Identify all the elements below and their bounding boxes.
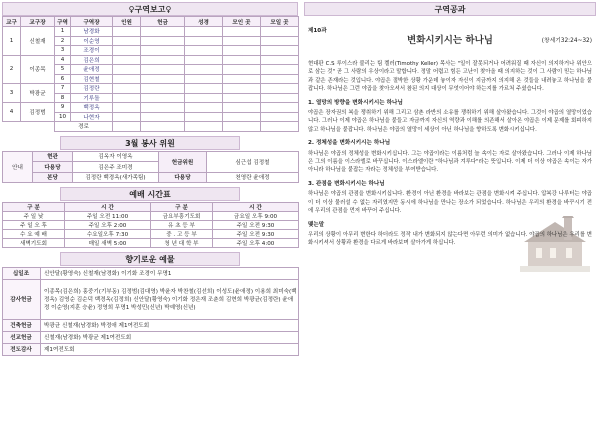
service-names: 김정란 백경옥(새가족팀) bbox=[73, 172, 159, 183]
offering-names: 제1여전도회 bbox=[41, 344, 299, 356]
offering-title: 향기로운 예물 bbox=[60, 252, 240, 266]
sermon-intro: 현대판 C.S 루이스라 불리는 팀 켈러(Timothy Keller) 목사는 "일이 잘못되거나 어려워질 때 자신이 의지하거나 위안으로 삼는 것" 곧 그 사람의 우상이라고 말합니다. 정말 어렵고 힘든 고난이 찾아올 때 의지하는 것이 그 사람이 믿는 하나님과 같은 존재라는 것입니다. 야곱은 절박한 상황 가운데 놓이자 자신이 지금까지 의지해 온 것들을 내려놓고 하나님을 붙잡니다. 하나님은 그런 야곱을 찾아오셔서 참된 의지 대상이 무엇이어야 하는지를 가르쳐 주셨습니다. bbox=[308, 61, 592, 93]
cell-bible[interactable] bbox=[185, 27, 223, 37]
offering-names: 신철재(남경화) 박광균 제1여전도회 bbox=[41, 332, 299, 344]
table-row bbox=[3, 172, 299, 183]
cell-bible[interactable] bbox=[185, 46, 223, 56]
cell-bible[interactable] bbox=[185, 55, 223, 65]
cell-met[interactable] bbox=[223, 122, 261, 132]
table-row bbox=[3, 332, 299, 344]
sermon-point-heading: 3. 관점을 변화시키시는 하나님 bbox=[308, 180, 385, 187]
cell-offering[interactable] bbox=[141, 112, 185, 122]
area-no: 4 bbox=[55, 55, 71, 65]
table-row bbox=[3, 221, 299, 230]
worship-time: 매일 새벽 5:00 bbox=[65, 239, 151, 248]
cell-count[interactable] bbox=[113, 65, 141, 75]
area-leader: 남경화 bbox=[71, 27, 113, 37]
cell-count[interactable] bbox=[113, 84, 141, 94]
table-row bbox=[3, 268, 299, 280]
sermon-heading: 변화시키시는 하나님 bbox=[407, 35, 493, 46]
area-no: 1 bbox=[55, 27, 71, 37]
right-column bbox=[304, 2, 596, 422]
worship-time: 금요일 오후 9:00 bbox=[213, 212, 299, 221]
service-role: 헌금위원 bbox=[159, 151, 207, 172]
col-header: 모인 곳 bbox=[223, 17, 261, 27]
cell-offering[interactable] bbox=[141, 65, 185, 75]
area-no: 5 bbox=[55, 65, 71, 75]
cell-bible[interactable] bbox=[185, 36, 223, 46]
table-row bbox=[3, 280, 299, 320]
cell-meet[interactable] bbox=[261, 27, 299, 37]
cell-met[interactable] bbox=[223, 46, 261, 56]
table-row bbox=[3, 55, 299, 65]
scripture-reference: (창세기32:24~32) bbox=[541, 38, 592, 44]
worship-name: 주 일 오 후 bbox=[3, 221, 65, 230]
table-row bbox=[3, 27, 299, 37]
table-row bbox=[3, 344, 299, 356]
cell-count[interactable] bbox=[113, 55, 141, 65]
service-label: 안내 bbox=[3, 151, 33, 183]
service-title: 3월 봉사 위원 bbox=[60, 136, 240, 150]
worship-time: 주일 오전 11:00 bbox=[65, 212, 151, 221]
col-header: 성경 bbox=[185, 17, 223, 27]
area-leader: 조경이 bbox=[71, 46, 113, 56]
service-names: 김은주 조미경 bbox=[73, 162, 159, 173]
cell-bible[interactable] bbox=[185, 93, 223, 103]
parish-leader: 신철재 bbox=[21, 27, 55, 56]
lesson-number: 제10과 bbox=[308, 28, 327, 34]
service-place: 본당 bbox=[33, 172, 73, 183]
cell-met[interactable] bbox=[223, 84, 261, 94]
table-row bbox=[3, 212, 299, 221]
cell-meet[interactable] bbox=[261, 65, 299, 75]
table-row bbox=[3, 103, 299, 113]
area-no: 2 bbox=[55, 36, 71, 46]
sermon-point-heading: 1. 열망의 방향을 변화시키시는 하나님 bbox=[308, 99, 403, 106]
table-row bbox=[3, 151, 299, 162]
worship-table bbox=[2, 202, 299, 248]
cell-bible[interactable] bbox=[185, 122, 223, 132]
parish-leader: 박광균 bbox=[21, 84, 55, 103]
parish-report-table bbox=[2, 16, 299, 132]
parish-no: 4 bbox=[3, 103, 21, 122]
table-row bbox=[3, 320, 299, 332]
footer-label: 경로 bbox=[55, 122, 113, 132]
cell-met[interactable] bbox=[223, 55, 261, 65]
area-no: 8 bbox=[55, 93, 71, 103]
worship-time: 주일 오후 2:00 bbox=[65, 221, 151, 230]
worship-name: 유 초 등 부 bbox=[151, 221, 213, 230]
cell-bible[interactable] bbox=[185, 84, 223, 94]
cell-meet[interactable] bbox=[261, 112, 299, 122]
offering-names: 박광균 신철재(남경화) 박정애 제1여전도회 bbox=[41, 320, 299, 332]
service-names: 심근섭 김정철 bbox=[207, 151, 299, 172]
cell-met[interactable] bbox=[223, 36, 261, 46]
parish-leader: 김정범 bbox=[21, 103, 55, 122]
offering-type: 감사헌금 bbox=[3, 280, 41, 320]
table-row bbox=[3, 230, 299, 239]
sermon-body bbox=[308, 60, 592, 251]
area-no: 10 bbox=[55, 112, 71, 122]
cell-count[interactable] bbox=[113, 36, 141, 46]
cell-met[interactable] bbox=[223, 65, 261, 75]
service-names: 김옥자 이영옥 bbox=[73, 151, 159, 162]
service-table bbox=[2, 151, 299, 184]
worship-name: 주 일 낮 bbox=[3, 212, 65, 221]
area-no: 9 bbox=[55, 103, 71, 113]
cell-offering[interactable] bbox=[141, 36, 185, 46]
area-no: 3 bbox=[55, 46, 71, 56]
col-header: 구역장 bbox=[71, 17, 113, 27]
cell-meet[interactable] bbox=[261, 122, 299, 132]
cell-count[interactable] bbox=[113, 74, 141, 84]
blank-cell bbox=[3, 122, 55, 132]
col-header: 구역 bbox=[55, 17, 71, 27]
cell-meet[interactable] bbox=[261, 36, 299, 46]
area-leader: 김은희 bbox=[71, 55, 113, 65]
cell-offering[interactable] bbox=[141, 55, 185, 65]
cell-bible[interactable] bbox=[185, 65, 223, 75]
service-place: 다용당 bbox=[33, 162, 73, 173]
cell-offering[interactable] bbox=[141, 27, 185, 37]
area-no: 6 bbox=[55, 74, 71, 84]
sermon-point-heading: 2. 정체성을 변화시키시는 하나님 bbox=[308, 140, 391, 147]
worship-header-row bbox=[3, 203, 299, 212]
worship-name: 금요부흥기도회 bbox=[151, 212, 213, 221]
col-header: 구 분 bbox=[151, 203, 213, 212]
cell-bible[interactable] bbox=[185, 103, 223, 113]
parish-no: 1 bbox=[3, 27, 21, 56]
area-leader: 김현철 bbox=[71, 74, 113, 84]
cell-met[interactable] bbox=[223, 74, 261, 84]
offering-table bbox=[2, 267, 299, 356]
worship-time: 주일 오후 4:00 bbox=[213, 239, 299, 248]
table-row bbox=[3, 84, 299, 94]
table-row bbox=[3, 122, 299, 132]
col-header: 모일 곳 bbox=[261, 17, 299, 27]
cell-offering[interactable] bbox=[141, 93, 185, 103]
parish-no: 2 bbox=[3, 55, 21, 84]
area-leader: 이순영 bbox=[71, 36, 113, 46]
cell-bible[interactable] bbox=[185, 74, 223, 84]
sermon-conclusion-heading: 맺는말 bbox=[308, 221, 325, 228]
cell-count[interactable] bbox=[113, 103, 141, 113]
service-place: 현관 bbox=[33, 151, 73, 162]
parish-no: 3 bbox=[3, 84, 21, 103]
worship-name: 새벽기도회 bbox=[3, 239, 65, 248]
worship-name: 중 . 고 등 부 bbox=[151, 230, 213, 239]
offering-names: 신안달(황영숙) 신철재(남경화) 이기화 조경이 무명1 bbox=[41, 268, 299, 280]
table-row bbox=[3, 239, 299, 248]
area-leader: 윤애정 bbox=[71, 65, 113, 75]
left-column bbox=[2, 2, 298, 356]
cell-meet[interactable] bbox=[261, 93, 299, 103]
parish-report-title: ♀구역보고♀ bbox=[2, 2, 298, 16]
worship-name: 수 요 예 배 bbox=[3, 230, 65, 239]
cell-bible[interactable] bbox=[185, 112, 223, 122]
offering-names: 이종목(김은희) 홍중기(기부동) 김정범(김대영) 박윤자 박찬철(김선희) 이성도(윤애정) 이용희 최미숙(백정옥) 김영순 김순덕 백경옥(김정희) 신안달(황영숙) 이기화 정은재 조춘희 김현희 박광균(김정란) 윤애정 이순영(지훈 승윤) 정영희 무명1 박성민(신년) 박예영(신년) bbox=[41, 280, 299, 320]
parish-leader: 이종목 bbox=[21, 55, 55, 84]
cell-offering[interactable] bbox=[141, 46, 185, 56]
cell-offering[interactable] bbox=[141, 122, 185, 132]
sermon-conclusion-text: 우리의 상황이 아무리 변한다 하더라도 정작 내가 변화되지 않는다면 아무런 의미가 없습니다. 야곱의 하나님은 우리를 변화시키셔서 상황과 환경을 다르게 바라보며 살아가게 하십니다. bbox=[308, 231, 592, 247]
cell-meet[interactable] bbox=[261, 74, 299, 84]
sermon-section-title: 구역공과 bbox=[304, 2, 596, 16]
worship-title: 예배 시간표 bbox=[60, 187, 240, 201]
cell-meet[interactable] bbox=[261, 84, 299, 94]
parish-header-row bbox=[3, 17, 299, 27]
offering-type: 십일조 bbox=[3, 268, 41, 280]
cell-count[interactable] bbox=[113, 112, 141, 122]
cell-count[interactable] bbox=[113, 122, 141, 132]
worship-name: 청 년 대 학 부 bbox=[151, 239, 213, 248]
cell-meet[interactable] bbox=[261, 103, 299, 113]
area-leader: 기루돌 bbox=[71, 93, 113, 103]
col-header: 인원 bbox=[113, 17, 141, 27]
col-header: 헌금 bbox=[141, 17, 185, 27]
cell-met[interactable] bbox=[223, 27, 261, 37]
col-header: 시 간 bbox=[65, 203, 151, 212]
sermon-point-text: 하나님은 야곱의 관점을 변화시키십니다. 환경이 아닌 환경을 바라보는 관점을 변화시켜 주십니다. 압복강 나루터는 야곱이 더 이상 물러설 수 없는 자리였지만 동시에 하나님을 만나는 장소가 되었습니다. 하나님은 우리의 환경을 바꾸시기 전에 우리의 관점을 먼저 바꾸어 주십니다. bbox=[308, 191, 592, 215]
offering-type: 건축헌금 bbox=[3, 320, 41, 332]
offering-type: 전도감사 bbox=[3, 344, 41, 356]
cell-offering[interactable] bbox=[141, 103, 185, 113]
col-header: 교구 bbox=[3, 17, 21, 27]
worship-time: 수요일오후 7:30 bbox=[65, 230, 151, 239]
offering-type: 선교헌금 bbox=[3, 332, 41, 344]
area-leader: 김정란 bbox=[71, 84, 113, 94]
worship-time: 주일 오전 9:30 bbox=[213, 221, 299, 230]
area-no: 7 bbox=[55, 84, 71, 94]
cell-meet[interactable] bbox=[261, 55, 299, 65]
service-names: 천영란 윤애정 bbox=[207, 172, 299, 183]
cell-offering[interactable] bbox=[141, 84, 185, 94]
cell-meet[interactable] bbox=[261, 46, 299, 56]
area-leader: 백정옥 bbox=[71, 103, 113, 113]
col-header: 구 분 bbox=[3, 203, 65, 212]
cell-met[interactable] bbox=[223, 93, 261, 103]
area-leader: 나현자 bbox=[71, 112, 113, 122]
sermon-point-text: 야곱은 장자권의 복을 쟁취하기 위해 그리고 삼촌 라반의 소유를 쟁취하기 위해 살아왔습니다. 그것이 야곱의 열망이었습니다. 그러나 이제 야곱은 하나님을 붙들고 자금까지 자신의 역량과 이해를 의존해서 살아온 야곱은 이제 문제를 회피하지 않고 하나님을 붙잡니다. 하나님은 야곱의 열망이 세상이 아닌 하나님을 향하도록 변화시키십니다. bbox=[308, 110, 592, 133]
sermon-point-text: 하나님은 야곱의 정체성을 변화시키십니다. 그는 야곱이라는 이름처럼 늘 속이는 자로 살아왔습니다. 그러나 이제 하나님은 그의 이름을 이스라엘로 바꾸십니다. 이스라엘이란 "하나님과 겨루다"라는 뜻입니다. 이제 더 이상 야곱은 속이는 자가 아니라 하나님을 붙잡는 자라는 정체성을 부여받습니다. bbox=[308, 150, 592, 174]
cell-met[interactable] bbox=[223, 112, 261, 122]
cell-count[interactable] bbox=[113, 27, 141, 37]
cell-count[interactable] bbox=[113, 46, 141, 56]
col-header: 시 간 bbox=[213, 203, 299, 212]
service-role: 다용당 bbox=[159, 172, 207, 183]
cell-count[interactable] bbox=[113, 93, 141, 103]
col-header: 교구장 bbox=[21, 17, 55, 27]
worship-time: 주일 오전 9:30 bbox=[213, 230, 299, 239]
cell-offering[interactable] bbox=[141, 74, 185, 84]
cell-met[interactable] bbox=[223, 103, 261, 113]
